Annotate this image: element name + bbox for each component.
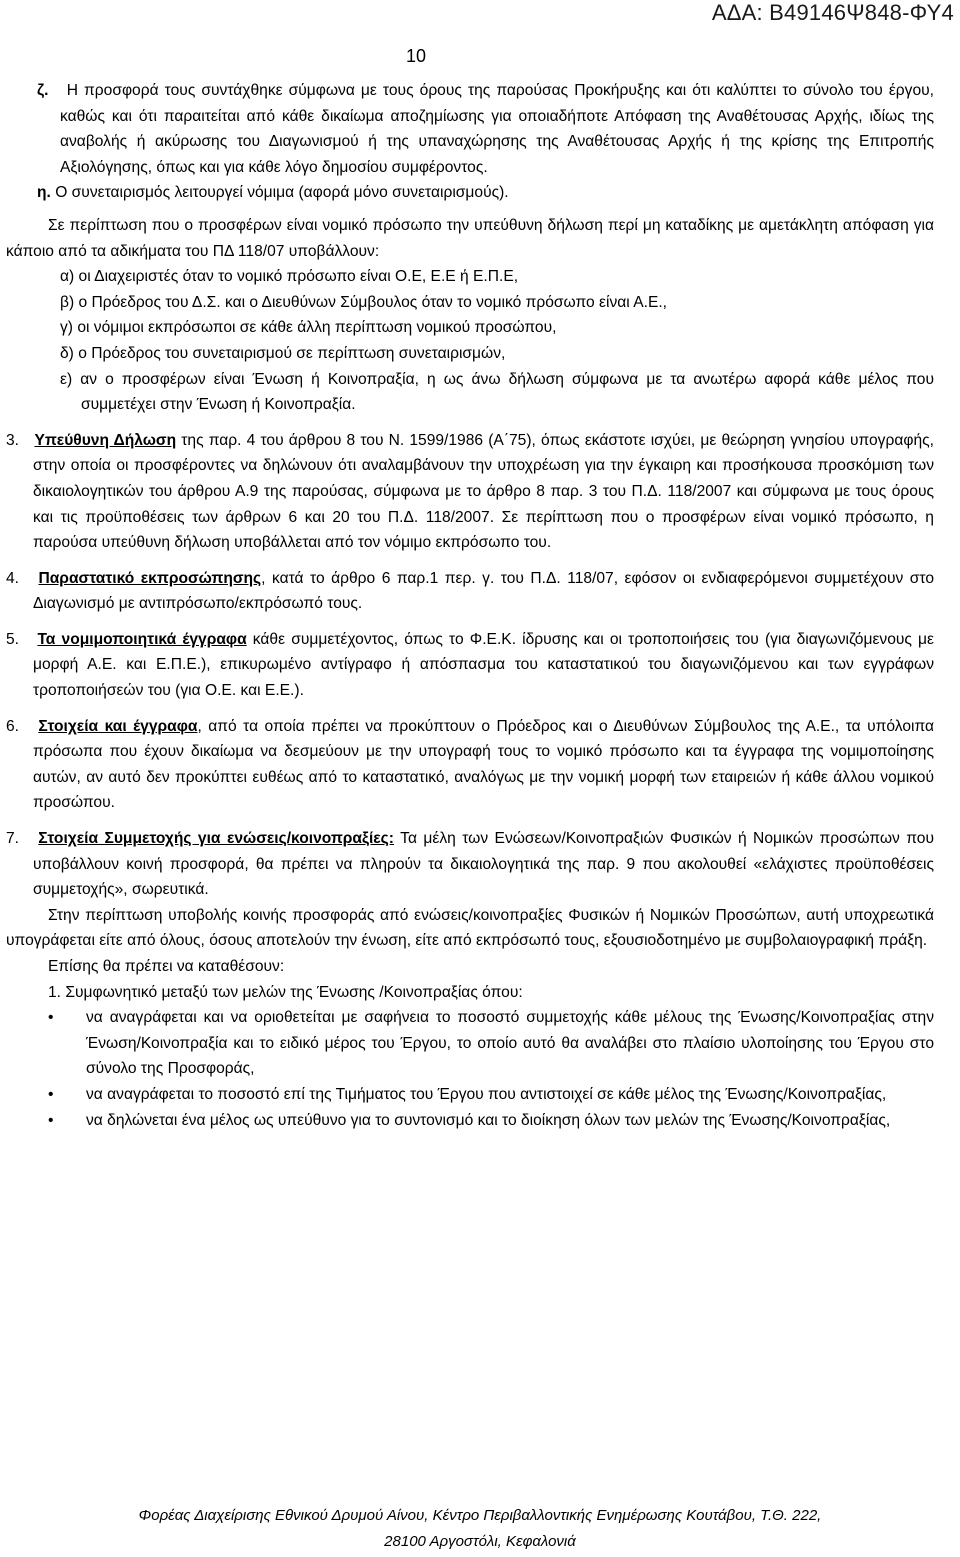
footer-line: Φορέας Διαχείρισης Εθνικού Δρυμού Αίνου, Κέντρο Περιβαλλοντικής Ενημέρωσης Κουτάβου, Τ.Θ. 222, [138,1507,822,1524]
bullet-item [6,1108,934,1134]
clause-zeta [6,78,934,180]
section-heading: Τα νομιμοποιητικά έγγραφα [37,630,247,648]
consortium-paragraph: Στην περίπτωση υποβολής κοινής προσφοράς από ενώσεις/κοινοπραξίες Φυσικών ή Νομικών Προσώπων, αυτή υποχρεωτικά υπογράφεται είτε από όλους, όσους αποτελούν την ένωση, είτε από εκπρόσωπό τους, εξουσιοδοτημένο με συμβολαιογραφική πράξη. [6,906,934,950]
page-body [6,78,934,1133]
section-number: 4. [6,569,20,587]
section-3 [6,428,934,556]
page-footer [0,1503,960,1555]
bullet-text: να δηλώνεται ένα μέλος ως υπεύθυνο για το συντονισμό και το διοίκηση όλων των μελών της Ένωσης/Κοινοπραξίας, [86,1111,891,1129]
section-text: Τα μέλη των Ενώσεων/Κοινοπραξιών Φυσικών ή Νομικών προσώπων που υποβάλλουν κοινή προσφορά, θα πρέπει να πληρούν τα δικαιολογητικά της παρ. 9 που ακολουθεί «ελάχιστες προϋποθέσεις συμμετοχής», σωρευτικά. [33,830,934,899]
clause-text: Η προσφορά τους συντάχθηκε σύμφωνα με τους όρους της παρούσας Προκήρυξης και ότι καλύπτει το σύνολο του έργου, καθώς και ότι παραιτείται από κάθε δικαίωμα αποζημίωσης για οποιαδήποτε Απόφαση της Αναθέτουσας Αρχής, ιδίως της αναβολής ή ακύρωσης του Διαγωνισμού ή της υπαναχώρησης της Αναθέτουσας Αρχής ή της κρίσης της Επιτροπής Αξιολόγησης, όπως και για κάθε λόγο δημοσίου συμφέροντος. [60,82,934,176]
clause-text: Ο συνεταιρισμός λειτουργεί νόμιμα (αφορά μόνο συνεταιρισμούς). [55,184,509,202]
bullet-dot: • [48,1085,54,1103]
section-heading: Υπεύθυνη Δήλωση [34,431,177,449]
section-text: κάθε συμμετέχοντος, όπως το Φ.Ε.Κ. ίδρυσης και οι τροποποιήσεις του (για διαγωνιζόμενους με μορφή Α.Ε. και Ε.Π.Ε.), επικυρωμένο αντίγραφο ή απόσπασμα του καταστατικού του διαγωνιζόμενου και των εγγράφων τροποποιήσεών του (για Ο.Ε. και Ε.Ε.). [33,630,934,700]
legal-item: α) οι Διαχειριστές όταν το νομικό πρόσωπο είναι Ο.Ε, Ε.Ε ή Ε.Π.Ε, [60,268,519,286]
section-heading: Στοιχεία και έγγραφα [38,717,198,735]
legal-intro: Σε περίπτωση που ο προσφέρων είναι νομικό πρόσωπο την υπεύθυνη δήλωση περί μη καταδίκης με αμετάκλητη απόφαση για κάποιο από τα αδικήματα του ΠΔ 118/07 υποβάλλουν: [6,216,934,260]
bullet-item [6,1082,934,1108]
section-text: , κατά το άρθρο 6 παρ.1 περ. γ. του Π.Δ. 118/07, εφόσον οι ενδιαφερόμενοι συμμετέχουν στο Διαγωνισμό με αντιπρόσωπο/εκπρόσωπό τους. [33,569,934,613]
footer-line: 28100 Αργοστόλι, Κεφαλονιά [384,1533,576,1550]
section-number: 3. [6,431,20,449]
section-heading: Στοιχεία Συμμετοχής για ενώσεις/κοινοπραξίες: [38,830,394,848]
bullet-dot: • [48,1111,54,1129]
section-number: 6. [6,717,20,735]
section-5 [6,627,934,704]
clause-label: ζ. [37,82,49,99]
also-submit: Επίσης θα πρέπει να καταθέσουν: [48,958,285,975]
section-6 [6,714,934,816]
bullet-item [6,1005,934,1082]
section-7 [6,826,934,903]
bullet-dot: • [48,1009,54,1027]
legal-item: β) ο Πρόεδρος του Δ.Σ. και ο Διευθύνων Σύμβουλος όταν το νομικό πρόσωπο είναι Α.Ε., [60,293,668,311]
section-number: 5. [6,630,20,648]
clause-label: η. [37,184,51,202]
agreement-item: 1. Συμφωνητικό μεταξύ των μελών της Ένωσης /Κοινοπραξίας όπου: [48,983,523,1001]
legal-item: ε) αν ο προσφέρων είναι Ένωση ή Κοινοπραξία, η ως άνω δήλωση σύμφωνα με τα ανωτέρω αφορά κάθε μέλος που συμμετέχει στην Ένωση ή Κοινοπραξία. [60,370,934,414]
legal-item: δ) ο Πρόεδρος του συνεταιρισμού σε περίπτωση συνεταιρισμών, [60,344,506,362]
section-text: , από τα οποία πρέπει να προκύπτουν ο Πρόεδρος και ο Διευθύνων Σύμβουλος της Α.Ε., τα υπόλοιπα πρόσωπα που έχουν δικαίωμα να δεσμεύουν με την υπογραφή τους το νομικό πρόσωπο και τα έγγραφα της νομιμοποίησης αυτών, αν αυτό δεν προκύπτει ευθέως από το καταστατικό, αναλόγως με την νομική μορφή των εταιρειών ή κάθε άλλου νομικού προσώπου. [33,717,935,812]
section-4 [6,566,934,617]
legal-item: γ) οι νόμιμοι εκπρόσωποι σε κάθε άλλη περίπτωση νομικού προσώπου, [60,319,557,337]
page-number: 10 [406,46,427,66]
section-text: της παρ. 4 του άρθρου 8 του Ν. 1599/1986 (Α΄75), όπως εκάστοτε ισχύει, με θεώρηση γνησίου υπογραφής, στην οποία οι προσφέροντες να δηλώνουν ότι αναλαμβάνουν την υποχρέωση για την έγκαιρη και προσήκουσα προσκόμιση των δικαιολογητικών του άρθρου Α.9 της παρούσας, σύμφωνα με το άρθρο 8 παρ. 3 του Π.Δ. 118/2007 και σύμφωνα με τους όρους και τις προϋποθέσεις των άρθρων 6 και 20 του Π.Δ. 118/2007. Σε περίπτωση που ο προσφέρων είναι νομικό πρόσωπο, η παρούσα υπεύθυνη δήλωση υποβάλλεται από τον νόμιμο εκπρόσωπο του. [33,431,934,552]
clause-eta [6,180,934,206]
section-number: 7. [6,830,20,848]
ada-code: ΑΔΑ: Β49146Ψ848-ΦΥ4 [711,0,954,25]
bullet-text: να αναγράφεται το ποσοστό επί της Τιμήματος του Έργου που αντιστοιχεί σε κάθε μέλος της Ένωσης/Κοινοπραξίας, [86,1085,887,1103]
bullet-text: να αναγράφεται και να οριοθετείται με σαφήνεια το ποσοστό συμμετοχής κάθε μέλους της Ένωσης/Κοινοπραξίας στην Ένωση/Κοινοπραξία και το ειδικό μέρος του Έργου, το οποίο αυτό θα αναλάβει στο πλαίσιο υλοποίησης του Έργου στο σύνολο της Προσφοράς, [86,1009,934,1078]
section-heading: Παραστατικό εκπροσώπησης [38,569,262,587]
